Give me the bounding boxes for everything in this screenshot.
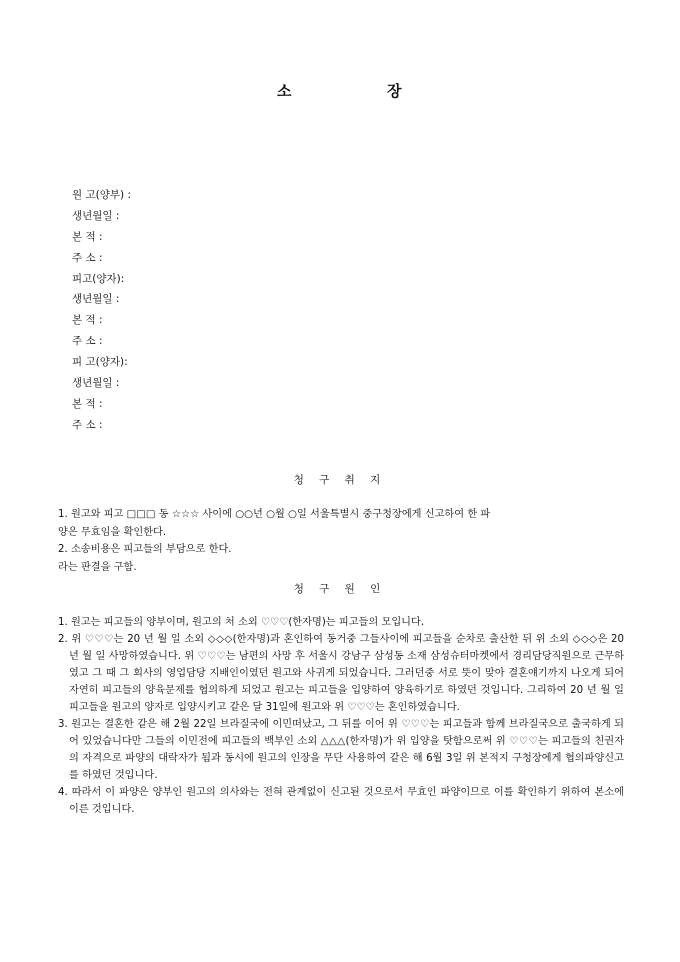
cause-item: 3. 원고는 결혼한 같은 해 2월 22일 브라질국에 이민떠났고, 그 뒤를 이어 위 ♡♡♡는 피고들과 함께 브라질국으로 출국하게 되어 있었습니다만 그들의 이민전에 피고들의 백부인 소외 △△△(한자명)가 위 입양을 탓함으로써 위 ♡♡♡는 피고들의 친권자의 자격으로 파양의 대락자가 됨과 동시에 원고의 인장을 무단 사용하여 같은 해 6월 3일 위 본적지 구청장에게 협의파양신고를 하였던 것입니다. <box>58 719 624 781</box>
title-char-1: 소 <box>277 82 293 100</box>
party-info <box>72 185 372 436</box>
plaintiff-domicile: 본 적 : <box>72 230 103 243</box>
document-title <box>0 80 680 102</box>
defendant2-label: 피 고(양자): <box>72 356 128 369</box>
cause-heading: 청 구 원 인 <box>293 583 387 595</box>
defendant1-birthdate: 생년월일 : <box>72 293 120 306</box>
claim-line: 2. 소송비용은 피고들의 부담으로 한다. <box>58 544 232 555</box>
claim-heading: 청 구 취 지 <box>293 474 387 486</box>
cause-item: 2. 위 ♡♡♡는 20 년 월 일 소외 ◇◇◇(한자명)과 혼인하여 동거중 그들사이에 피고들을 순차로 출산한 뒤 위 소외 ◇◇◇은 20 년 월 일 사망하였습니다. 위 ♡♡♡는 남편의 사망 후 서울시 강남구 삼성동 소재 삼성슈터마켓에서 경리담당직원으로 근무하였고 그 때 그 회사의 영업담당 지배인이였던 원고와 사귀게 되었습니다. 그러던중 서로 뜻이 맞아 결혼얘기까지 나오게 되어 자연히 피고들의 양육문제를 협의하게 되었고 원고는 피고들을 입양하여 양육하기로 하였던 것입니다. 그리하여 20 년 월 일 피고들을 원고의 양자로 입양시키고 같은 달 31일에 원고와 위 ♡♡♡는 혼인하였습니다. <box>58 634 624 713</box>
defendant1-address: 주 소 : <box>72 335 103 348</box>
claim-body <box>58 506 624 576</box>
cause-body <box>58 614 624 818</box>
cause-item: 4. 따라서 이 파양은 양부인 원고의 의사와는 전혀 관계없이 신고된 것으로서 무효인 파양이므로 이를 확인하기 위하여 본소에 이른 것입니다. <box>58 787 624 815</box>
defendant1-label: 피고(양자): <box>72 272 125 285</box>
defendant1-domicile: 본 적 : <box>72 314 103 327</box>
plaintiff-label: 원 고(양부) : <box>72 189 131 201</box>
defendant2-birthdate: 생년월일 : <box>72 377 120 390</box>
plaintiff-birthdate: 생년월일 : <box>72 209 120 222</box>
claim-line: 양은 무효임을 확인한다. <box>58 526 167 538</box>
defendant2-domicile: 본 적 : <box>72 397 103 410</box>
claim-line: 1. 원고와 피고 □□□ 동 ☆☆☆ 사이에 ○○년 ○월 ○일 서울특별시 중구청장에게 신고하여 한 파 <box>58 509 491 520</box>
plaintiff-address: 주 소 : <box>72 251 103 264</box>
claim-line: 라는 판결을 구함. <box>58 561 137 573</box>
defendant2-address: 주 소 : <box>72 418 103 431</box>
title-char-2: 장 <box>387 82 403 100</box>
cause-item: 1. 원고는 피고들의 양부이며, 원고의 처 소외 ♡♡♡(한자명)는 피고들의 모입니다. <box>58 617 425 628</box>
